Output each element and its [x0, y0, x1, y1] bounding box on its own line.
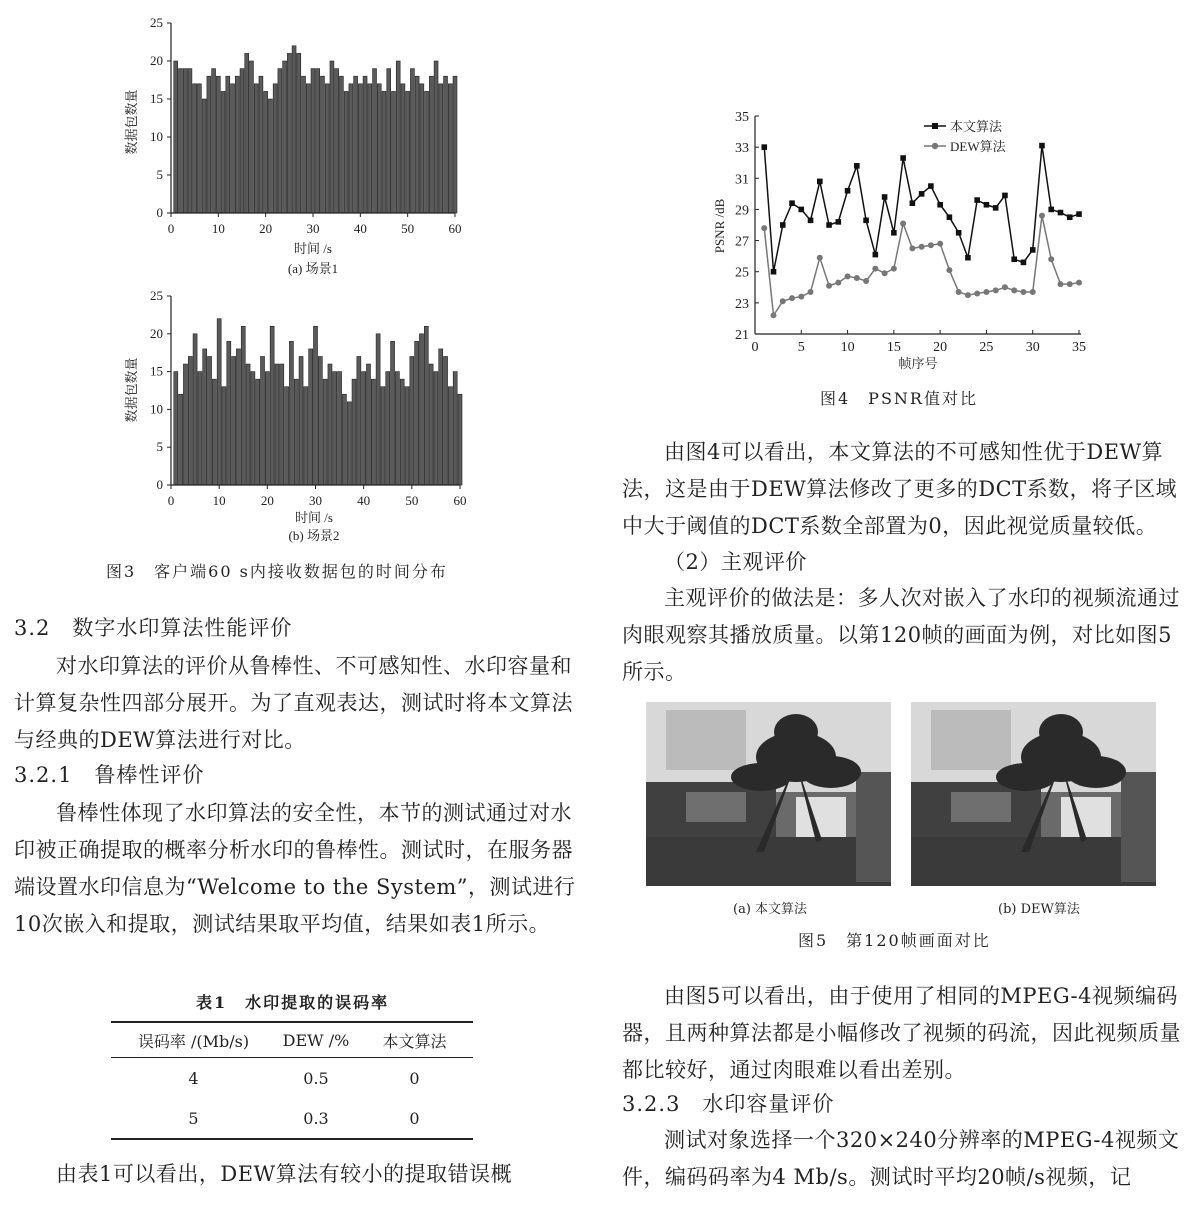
- bar: [174, 61, 178, 213]
- data-point: [780, 222, 786, 228]
- data-point: [984, 202, 990, 208]
- y-tick-label: 21: [735, 328, 749, 343]
- y-tick-label: 31: [735, 172, 749, 188]
- data-point: [835, 280, 841, 286]
- data-point: [1039, 213, 1045, 219]
- left-paragraph-2: 鲁棒性体现了水印算法的安全性，本节的测试通过对水印被正确提取的概率分析水印的鲁棒性。测试时，在服务器端设置水印信息为“Welcome to the System”，测试进行10次嵌入和提取，测试结果取平均值，结果如表1所示。: [14, 801, 576, 936]
- bar: [245, 53, 249, 213]
- bar: [368, 84, 372, 213]
- bar: [371, 379, 375, 485]
- bar: [429, 364, 433, 485]
- right-paragraph-1: 由图4可以看出，本文算法的不可感知性优于DEW算法，这是由于DEW算法修改了更多的DCT系数，将子区域中大于阈值的DCT系数全部置为0，因此视觉质量较低。: [622, 440, 1178, 538]
- bar: [415, 76, 419, 213]
- bar: [297, 53, 301, 213]
- data-point: [808, 289, 814, 295]
- table1: [111, 1021, 473, 1140]
- bar: [434, 372, 438, 485]
- bar: [259, 76, 263, 213]
- data-point: [872, 266, 878, 272]
- data-point: [882, 270, 888, 276]
- bar: [405, 387, 409, 485]
- bar: [325, 84, 329, 213]
- data-point: [826, 222, 832, 228]
- data-point: [1002, 284, 1008, 290]
- bar: [294, 379, 298, 485]
- data-point: [937, 202, 943, 208]
- bar: [448, 387, 452, 485]
- table-row: [111, 1058, 473, 1099]
- data-point: [789, 200, 795, 206]
- left-paragraph-1: 对水印算法的评价从鲁棒性、不可感知性、水印容量和计算复杂性四部分展开。为了直观表达，测试时将本文算法与经典的DEW算法进行对比。: [14, 654, 573, 752]
- bar: [174, 372, 178, 485]
- bar: [338, 372, 342, 485]
- bar: [222, 387, 226, 485]
- table1-header: 本文算法: [382, 1031, 447, 1051]
- legend-label-ours: 本文算法: [950, 119, 1003, 134]
- figure3b-chart: [100, 282, 480, 552]
- figure3a-xticks: [168, 213, 462, 236]
- bar: [183, 69, 187, 213]
- bar: [429, 76, 433, 213]
- x-tick-label: 50: [405, 493, 419, 508]
- data-point: [891, 230, 897, 236]
- bar: [377, 84, 381, 213]
- bar: [453, 76, 457, 213]
- bar: [208, 356, 212, 485]
- bar: [335, 69, 339, 213]
- data-point: [909, 245, 915, 251]
- table-cell: 0.5: [303, 1068, 329, 1088]
- bar: [212, 69, 216, 213]
- bar: [188, 356, 192, 485]
- bar: [386, 372, 390, 485]
- bar: [453, 372, 457, 485]
- data-point: [1058, 210, 1064, 216]
- bar: [241, 326, 245, 485]
- bar: [339, 76, 343, 213]
- x-tick-label: 10: [212, 493, 226, 508]
- bar: [236, 349, 240, 485]
- bar: [354, 76, 358, 213]
- data-point: [900, 155, 906, 161]
- data-point: [789, 295, 795, 301]
- bar: [183, 364, 187, 485]
- bar: [439, 349, 443, 485]
- legend-marker-circle: [932, 143, 938, 149]
- data-point: [761, 144, 767, 150]
- y-tick-label: 25: [150, 288, 163, 303]
- data-point: [1020, 289, 1026, 295]
- bar: [193, 334, 197, 485]
- bar: [235, 76, 239, 213]
- figure3b-xlabel: 时间 /s: [295, 510, 333, 525]
- data-point: [845, 188, 851, 194]
- data-point: [891, 266, 897, 272]
- x-tick-label: 60: [448, 221, 462, 236]
- figure3a-ylabel: 数据包数量: [124, 89, 139, 155]
- data-point: [1030, 289, 1036, 295]
- y-tick-label: 0: [156, 205, 163, 220]
- bar: [344, 91, 348, 213]
- figure3a-subcaption: (a) 场景1: [287, 261, 339, 276]
- bar: [302, 76, 306, 213]
- bar: [246, 364, 250, 485]
- y-tick-label: 23: [735, 296, 749, 312]
- figure3a-yticks: [150, 15, 171, 220]
- bar: [287, 53, 291, 213]
- bar: [316, 69, 320, 213]
- bar: [231, 84, 235, 213]
- y-tick-label: 35: [735, 110, 749, 125]
- y-tick-label: 20: [150, 325, 163, 341]
- data-point: [983, 289, 989, 295]
- bar: [179, 394, 183, 485]
- subheading-subjective: （2）主观评价: [664, 550, 807, 574]
- data-point: [1057, 281, 1063, 287]
- x-tick-label: 30: [1025, 340, 1040, 355]
- data-point: [798, 207, 804, 213]
- bar: [285, 387, 289, 485]
- x-tick-label: 0: [167, 221, 175, 236]
- figure3b-bars: [174, 319, 462, 485]
- bar: [226, 76, 230, 213]
- x-tick-label: 0: [751, 340, 759, 355]
- bar: [357, 356, 361, 485]
- y-tick-label: 27: [735, 234, 749, 250]
- x-tick-label: 20: [933, 340, 948, 355]
- table1-header: DEW /%: [282, 1030, 350, 1050]
- data-point: [910, 200, 916, 206]
- section-3-2-1-heading: 3.2.1 鲁棒性评价: [14, 763, 205, 787]
- bar: [352, 379, 356, 485]
- x-tick-label: 25: [979, 340, 994, 355]
- x-tick-label: 10: [211, 221, 225, 236]
- bar: [207, 76, 211, 213]
- data-point: [1076, 211, 1082, 217]
- bar: [420, 84, 424, 213]
- bar: [261, 356, 265, 485]
- data-point: [1067, 214, 1073, 220]
- bar: [382, 91, 386, 213]
- bar: [299, 356, 303, 485]
- bar: [362, 372, 366, 485]
- bar: [265, 372, 269, 485]
- x-tick-label: 0: [167, 493, 175, 508]
- data-point: [863, 218, 869, 224]
- bar: [216, 76, 220, 213]
- left-paragraph-3: 由表1可以看出，DEW算法有较小的提取错误概: [56, 1162, 513, 1186]
- data-point: [1048, 207, 1054, 213]
- x-tick-label: 5: [797, 340, 805, 355]
- frame-image-dew: [911, 702, 1156, 886]
- bar: [363, 76, 367, 213]
- bar: [318, 356, 322, 485]
- bar: [444, 356, 448, 485]
- frame-image-ours: [646, 702, 891, 886]
- y-tick-label: 25: [735, 265, 749, 281]
- y-tick-label: 33: [735, 141, 749, 157]
- bar: [240, 69, 244, 213]
- bar: [254, 84, 258, 213]
- figure5-sub-a: (a) 本文算法: [733, 902, 808, 917]
- data-point: [873, 252, 879, 258]
- section-3-2-heading: 3.2 数字水印算法性能评价: [14, 616, 293, 640]
- table-cell: 4: [188, 1068, 199, 1088]
- x-tick-label: 20: [260, 493, 274, 508]
- bar: [376, 334, 380, 485]
- data-point: [771, 269, 777, 275]
- bar: [328, 364, 332, 485]
- data-point: [1002, 193, 1008, 199]
- x-tick-label: 30: [309, 493, 322, 508]
- figure3b-yticks: [150, 288, 171, 492]
- bar: [434, 61, 438, 213]
- table1-header: 误码率 /(Mb/s): [137, 1031, 250, 1051]
- data-point: [956, 289, 962, 295]
- data-point: [817, 179, 823, 185]
- y-tick-label: 25: [150, 15, 163, 30]
- bar: [448, 84, 452, 213]
- bar: [283, 61, 287, 213]
- bar: [321, 76, 325, 213]
- x-tick-label: 50: [401, 221, 415, 236]
- data-point: [845, 273, 851, 279]
- data-point: [882, 194, 888, 200]
- data-point: [1039, 143, 1045, 149]
- data-point: [863, 278, 869, 284]
- figure4-chart: [700, 100, 1110, 380]
- bar: [347, 402, 351, 485]
- y-tick-label: 5: [156, 439, 163, 455]
- table-row: [111, 1098, 473, 1138]
- bar: [280, 364, 284, 485]
- y-tick-label: 29: [735, 203, 749, 219]
- series-line: [764, 146, 1079, 272]
- data-point: [798, 294, 804, 300]
- bar: [415, 341, 419, 485]
- bar: [275, 364, 279, 485]
- legend-label-dew: DEW算法: [950, 139, 1006, 154]
- data-point: [974, 197, 980, 203]
- data-point: [771, 312, 777, 318]
- bar: [256, 379, 260, 485]
- bar: [278, 69, 282, 213]
- x-tick-label: 40: [357, 493, 371, 508]
- bar: [197, 84, 201, 213]
- data-point: [761, 225, 767, 231]
- bar: [289, 341, 293, 485]
- x-tick-label: 35: [1072, 340, 1086, 355]
- bar: [311, 69, 315, 213]
- figure3-caption: 图3 客户端60 s内接收数据包的时间分布: [106, 562, 448, 581]
- bar: [458, 394, 462, 485]
- bar: [395, 372, 399, 485]
- data-point: [919, 191, 925, 197]
- bar: [444, 76, 448, 213]
- bar: [264, 91, 268, 213]
- data-point: [1011, 287, 1017, 293]
- figure5-sub-b: (b) DEW算法: [998, 902, 1080, 917]
- bar: [439, 84, 443, 213]
- figure3a-bars: [174, 46, 457, 213]
- bar: [392, 91, 396, 213]
- data-point: [956, 230, 962, 236]
- figure4-ylabel: PSNR /dB: [712, 198, 727, 254]
- bar: [419, 334, 423, 485]
- x-tick-label: 60: [453, 493, 467, 508]
- data-point: [993, 287, 999, 293]
- bar: [203, 349, 207, 485]
- bar: [391, 341, 395, 485]
- data-point: [1021, 260, 1027, 266]
- bar: [424, 326, 428, 485]
- data-point: [780, 298, 786, 304]
- bar: [309, 349, 313, 485]
- bar: [330, 61, 334, 213]
- bar: [268, 99, 272, 213]
- data-point: [937, 241, 943, 247]
- data-point: [836, 219, 842, 225]
- bar: [202, 99, 206, 213]
- data-point: [1030, 247, 1036, 253]
- table-cell: 5: [188, 1108, 199, 1128]
- section-3-2-3-heading: 3.2.3 水印容量评价: [622, 1092, 835, 1116]
- bar: [292, 46, 296, 213]
- bar: [406, 91, 410, 213]
- data-point: [900, 220, 906, 226]
- bar: [410, 69, 414, 213]
- y-tick-label: 5: [156, 167, 163, 182]
- x-tick-label: 20: [259, 221, 273, 236]
- table1-header-row: [111, 1023, 473, 1058]
- table-cell: 0: [409, 1108, 420, 1128]
- data-point: [974, 291, 980, 297]
- bar: [323, 379, 327, 485]
- bar: [425, 91, 429, 213]
- bar: [349, 84, 353, 213]
- bar: [188, 69, 192, 213]
- bar: [221, 91, 225, 213]
- bar: [387, 69, 391, 213]
- y-tick-label: 0: [156, 477, 163, 492]
- data-point: [854, 275, 860, 281]
- bar: [396, 61, 400, 213]
- y-tick-label: 15: [150, 363, 163, 379]
- bar: [232, 356, 236, 485]
- bar: [250, 61, 254, 213]
- bar: [179, 69, 183, 213]
- bar: [306, 84, 310, 213]
- bar: [273, 84, 277, 213]
- y-tick-label: 20: [150, 53, 163, 68]
- data-point: [946, 267, 952, 273]
- figure3b-xticks: [168, 485, 467, 508]
- figure3a-xlabel: 时间 /s: [294, 241, 332, 256]
- data-point: [1011, 256, 1017, 262]
- y-tick-label: 10: [150, 401, 163, 417]
- x-tick-label: 15: [886, 340, 901, 355]
- bar: [193, 84, 197, 213]
- x-tick-label: 30: [306, 221, 320, 236]
- bar: [381, 387, 385, 485]
- data-point: [947, 214, 953, 220]
- data-point: [808, 218, 814, 224]
- bar: [401, 84, 405, 213]
- bar: [358, 84, 362, 213]
- bar: [227, 341, 231, 485]
- bar: [198, 372, 202, 485]
- bar: [342, 394, 346, 485]
- bar: [400, 379, 404, 485]
- data-point: [928, 242, 934, 248]
- bar: [251, 372, 255, 485]
- bar: [366, 364, 370, 485]
- data-point: [965, 255, 971, 261]
- bar: [410, 356, 414, 485]
- y-tick-label: 15: [150, 91, 163, 106]
- data-point: [1067, 281, 1073, 287]
- data-point: [928, 183, 934, 189]
- figure3b-ylabel: 数据包数量: [124, 357, 139, 423]
- figure4-legend: [924, 119, 1007, 154]
- data-point: [993, 205, 999, 211]
- data-point: [965, 292, 971, 298]
- bar: [270, 326, 274, 485]
- data-point: [1076, 280, 1082, 286]
- x-tick-label: 40: [353, 221, 367, 236]
- bar: [304, 387, 308, 485]
- y-tick-label: 10: [150, 129, 163, 144]
- right-paragraph-2: 主观评价的做法是：多人次对嵌入了水印的视频流通过肉眼观察其播放质量。以第120帧的画面为例，对比如图5所示。: [622, 586, 1180, 684]
- bar: [333, 372, 337, 485]
- figure4-xlabel: 帧序号: [898, 356, 938, 371]
- data-point: [1048, 256, 1054, 262]
- table-cell: 0: [409, 1068, 420, 1088]
- bar: [212, 379, 216, 485]
- bar: [313, 326, 317, 485]
- x-tick-label: 10: [840, 340, 855, 355]
- figure5-caption: 图5 第120帧画面对比: [798, 931, 991, 950]
- bar: [217, 319, 221, 485]
- data-point: [826, 283, 832, 289]
- bar: [373, 69, 377, 213]
- table-cell: 0.3: [303, 1108, 329, 1128]
- data-point: [854, 163, 860, 169]
- data-point: [919, 244, 925, 250]
- legend-marker-square: [932, 123, 938, 129]
- right-paragraph-3: 由图5可以看出，由于使用了相同的MPEG-4视频编码器，且两种算法都是小幅修改了视频的码流，因此视频质量都比较好，通过肉眼难以看出差别。: [622, 984, 1181, 1082]
- data-point: [817, 255, 823, 261]
- figure4-series-ours: [761, 143, 1081, 275]
- right-paragraph-4: 测试对象选择一个320×240分辨率的MPEG-4视频文件，编码码率为4 Mb/s。测试时平均20帧/s视频，记: [622, 1128, 1180, 1189]
- figure3b-subcaption: (b) 场景2: [288, 528, 340, 543]
- figure4-caption: 图4 PSNR值对比: [820, 389, 978, 408]
- figure3a-chart: [100, 8, 480, 283]
- table1-title: 表1 水印提取的误码率: [196, 993, 390, 1012]
- series-line: [764, 216, 1079, 316]
